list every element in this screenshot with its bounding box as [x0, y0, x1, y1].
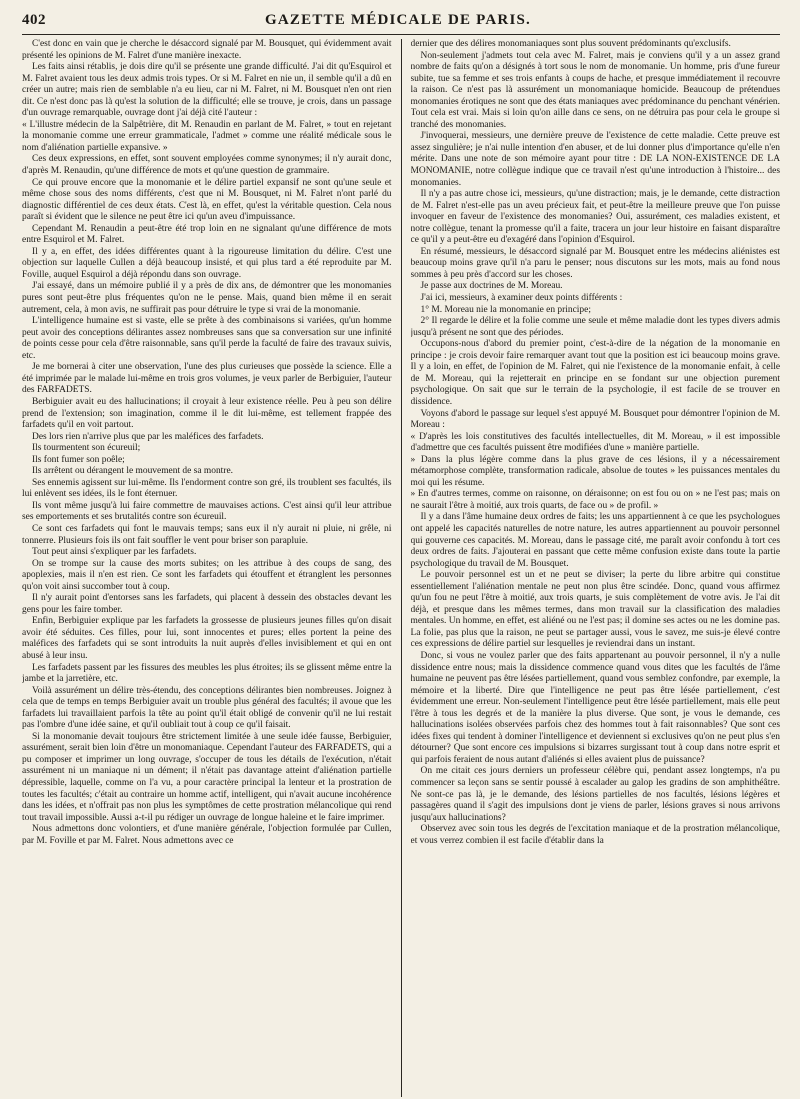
paragraph: J'ai essayé, dans un mémoire publié il y a près de dix ans, de démontrer que les monomanies pures sont peut-être plus fréquentes qu'on ne le pense. Mais, quand bien même il en serait autrement, cela, à mon avis, ne suffirait pas pour détruire le type si vrai de la monomanie. [22, 281, 392, 315]
paragraph: Ils arrêtent ou dérangent le mouvement de sa montre. [32, 466, 233, 477]
paragraph: Nous admettons donc volontiers, et d'une manière générale, l'objection formulée par Cullen, par M. Foville et par M. Falret. Nous admettons avec ce [22, 824, 392, 846]
paragraph: Je passe aux doctrines de M. Moreau. [420, 281, 563, 292]
paragraph: L'intelligence humaine est si vaste, elle se prête à des combinaisons si variées, qu'un homme peut avoir des conceptions délirantes assez nombreuses sans que sa conversation sur une infinité de points cesse pour cela d'être raisonnable, sans qu'il perde la faculté de faire des travaux suivis, etc. [22, 316, 392, 361]
paragraph: Non-seulement j'admets tout cela avec M. Falret, mais je conviens qu'il y a un assez grand nombre de faits qu'on a désignés à tort sous le nom de monomanie. Un homme, pris d'une fureur subite, tue sa femme et ses trois enfants à coups de hache, et presque immédiatement il recouvre la raison. Ce n'est pas là assurément un monomaniaque homicide. Beaucoup de prétendues monomanies érotiques ne sont que des états maniaques avec prédominance du penchant vénérien. Tout cela est vrai. Mais si loin qu'on aille dans ce sens, on ne détruira pas pour cela le groupe si tranché des monomanies. [410, 50, 780, 130]
left-column [22, 39, 392, 1097]
paragraph: On me citait ces jours derniers un professeur célèbre qui, pendant assez longtemps, n'a pu commencer sa leçon sans se sentir poussé à escalader au galop les gradins de son amphithéâtre. Ne sont-ce pas là, je le demande, des lésions partielles de nos facultés, lésions légères et passagères quand il s'agit des impulsions dont je viens de parler, lésions graves si nous arrivons jusqu'aux hallucinations? [410, 766, 780, 823]
paragraph: En résumé, messieurs, le désaccord signalé par M. Bousquet entre les médecins aliénistes est beaucoup moins grave qu'il n'a paru le penser; nous discutons sur les mots, mais au fond nous sommes à peu près d'accord sur les choses. [410, 246, 780, 280]
paragraph: » Dans la plus légère comme dans la plus grave de ces lésions, il y a nécessairement métamorphose complète, transformation radicale, absolue de toutes » les puissances mentales du moi qui les résume. [410, 454, 780, 488]
paragraph: Berbiguier avait eu des hallucinations; il croyait à leur existence réelle. Peu à peu son délire prend de l'extension; son imagination, comme il le dit lui-même, est tellement frappée des farfadets qu'il en voit partout. [22, 396, 392, 431]
paragraph: Le pouvoir personnel est un et ne peut se diviser; la perte du libre arbitre qui constitue essentiellement l'aliénation mentale ne peut non plus être scindée. Donc, quand vous affirmez qu'un fou ne peut l'être à moitié, aux trois quarts, je suis complètement de votre avis. Je l'ai dit déjà, et presque dans les mêmes termes, dans mon travail sur la classification des maladies mentales. Un homme, en effet, est aliéné ou ne l'est pas; il domine ses actes ou ne les domine pas. La folie, pas plus que la raison, ne peut se partager aussi, vous le savez, me suis-je élevé contre ces expressions de délire partiel sur lesquelles je reviendrai dans un instant. [410, 570, 780, 650]
paragraph: Des lors rien n'arrive plus que par les maléfices des farfadets. [32, 431, 264, 442]
column-divider [401, 39, 402, 1097]
paragraph: Ils font fumer son poêle; [32, 454, 125, 465]
paragraph: Il n'y aurait point d'entorses sans les farfadets, qui placent à dessein des obstacles devant les gens pour les faire tomber. [22, 593, 392, 615]
paragraph: » En d'autres termes, comme on raisonne, on déraisonne; on est fou ou on » ne l'est pas; mais on ne saurait l'être à moitié, aux trois quarts, de face ou » de profil. » [410, 489, 780, 511]
paragraph: Tout peut ainsi s'expliquer par les farfadets. [32, 547, 197, 558]
paragraph: Donc, si vous ne voulez parler que des faits appartenant au pouvoir personnel, il n'y a nulle dissidence entre nous; mais la dissidence commence quand vous dites que les facultés de l'âme humaine ne peuvent pas être lésées partiellement, quand vous semblez confondre, par exemple, la mémoire et la liberté. Dire que l'intelligence ne peut pas être lésée partiellement, c'est évidemment une erreur. Non-seulement l'intelligence peut être lésée partiellement, mais elle peut l'être à tous les degrés et de la manière la plus diverse. Que sont, je vous le demande, ces hallucinations isolées observées parfois chez des hommes tout à fait raisonnables? Que sont ces idées fixes qui tendent à dominer l'intelligence et deviennent si exclusives qu'on ne peut plus s'en détourner? Que sont encore ces impulsions si bizarres surgissant tout à coup dans notre esprit et qui parfois feraient de nous autant d'aliénés si elles avaient plus de puissance? [410, 650, 780, 765]
paragraph: Il y a dans l'âme humaine deux ordres de faits; les uns appartiennent à ce que les psychologues ont appelé les capacités naturelles de notre nature, les autres appartiennent au pouvoir personnel qui gouverne ces capacités. M. Moreau, dans le passage cité, me paraît avoir confondu à tort ces deux ordres de faits. J'ajouterai en passant que cette même confusion existe dans toute la partie psychologique du travail de M. Bousquet. [410, 512, 780, 569]
paragraph: Voilà assurément un délire très-étendu, des conceptions délirantes bien nombreuses. Joignez à cela que de temps en temps Berbiguier avait un trouble plus général des facultés; il avoue que les farfadets lui travaillaient parfois la tête au point qu'il était obligé de convenir qu'il ne lui restait pas l'ombre d'une idée saine, et qu'il oubliait tout à coup ce qu'il faisait. [22, 685, 392, 731]
right-column [411, 39, 781, 1097]
paragraph: J'ai ici, messieurs, à examiner deux points différents : [420, 293, 623, 304]
paragraph: Il n'y a pas autre chose ici, messieurs, qu'une distraction; mais, je le demande, cette distraction de M. Falret n'est-elle pas un aveu précieux fait, et peut-être la meilleure preuve que l'on puisse invoquer en faveur de l'existence des monomanies? Oui, assurément, ces maladies existent, et notre collègue, tenant la promesse qu'il a faite, tracera un jour leur histoire en faisant disparaître ce qu'il y a peut-être eu d'exagéré dans l'opinion d'Esquirol. [410, 189, 780, 246]
paragraph: 2° Il regarde le délire et la folie comme une seule et même maladie dont les types divers admis jusqu'à présent ne sont que des périodes. [410, 316, 780, 338]
text-columns [22, 39, 780, 1097]
paragraph: Ce qui prouve encore que la monomanie et le délire partiel expansif ne sont qu'une seule et même chose sous des noms différents, c'est que ni M. Bousquet, ni M. Falret n'ont parlé du diagnostic différentiel de ces deux états. C'est là, en effet, qu'est la véritable question. Cela nous paraît si évident que le silence ne peut être ici qu'un aveu d'impuissance. [22, 177, 392, 223]
paragraph: Ils vont même jusqu'à lui faire commettre de mauvaises actions. C'est ainsi qu'il leur attribue ses emportements et ses brutalités contre son écureuil. [22, 500, 392, 523]
journal-title: GAZETTE MÉDICALE DE PARIS. [265, 12, 531, 28]
paragraph: J'invoquerai, messieurs, une dernière preuve de l'existence de cette maladie. Cette preuve est assez singulière; je n'ai nulle intention d'en abuser, et de lui donner plus d'importance qu'elle n'en mérite. Dans une note de son mémoire ayant pour titre : DE LA NON-EXISTENCE DE LA MONOMANIE, notre collègue indique que ce travail n'est qu'une introduction à l'histoire... des monomanies. [410, 131, 780, 188]
paragraph: Je me bornerai à citer une observation, l'une des plus curieuses que possède la science. Elle a été imprimée par le malade lui-même en trois gros volumes, je veux parler de Berbiguier, l'auteur des FARFADETS. [22, 362, 392, 396]
paragraph: Ces deux expressions, en effet, sont souvent employées comme synonymes; il n'y aurait donc, d'après M. Renaudin, qu'une différence de mots et qu'une question de grammaire. [22, 154, 392, 177]
paragraph: « L'illustre médecin de la Salpêtrière, dit M. Renaudin en parlant de M. Falret, » tout en rejetant la monomanie comme une erreur grammaticale, l'admet » comme une réalité médicale sous le nom d'aliénation partielle expansive. » [22, 119, 392, 153]
paragraph: dernier que des délires monomaniaques sont plus souvent prédominants qu'exclusifs. [410, 39, 731, 49]
paragraph: 1° M. Moreau nie la monomanie en principe; [420, 304, 591, 315]
paragraph: Cependant M. Renaudin a peut-être été trop loin en ne signalant qu'une différence de mots entre Esquirol et M. Falret. [22, 223, 392, 246]
paragraph: Il y a, en effet, des idées différentes quant à la rigoureuse limitation du délire. C'est une objection sur laquelle Cullen a déjà beaucoup insisté, et qui plus tard a été reproduite par M. Foville, auquel Esquirol a déjà répondu dans son ouvrage. [22, 246, 392, 280]
paragraph: Les faits ainsi rétablis, je dois dire qu'il se présente une grande difficulté. J'ai dit qu'Esquirol et M. Falret avaient tous les deux admis trois types. Or si M. Falret en nie un, il semble qu'il a dû en créer un autre; mais rien de semblable n'a eu lieu, car ni M. Falret, ni M. Bousquet n'en ont rien dit. Ce n'est donc pas là qu'est la solution de la difficulté; elle se trouve, je crois, dans un passage d'un ouvrage remarquable, ouvrage dont j'ai déjà cité l'auteur : [22, 62, 392, 119]
paragraph: Occupons-nous d'abord du premier point, c'est-à-dire de la négation de la monomanie en principe : je crois devoir faire remarquer avant tout que la position est ici beaucoup moins grave. Il y a loin, en effet, de l'opinion de M. Falret, qui nie l'existence de la monomanie enfait, à celle de M. Moreau, qui la rejetterait en principe en se fondant sur une objection purement psychologique. On sait que sur le terrain de la psychologie, il est facile de se trouver en dissidence. [410, 339, 780, 407]
page-header [22, 12, 780, 35]
paragraph: C'est donc en vain que je cherche le désaccord signalé par M. Bousquet, qui évidemment avait présenté les opinions de M. Falret d'une manière inexacte. [22, 39, 392, 61]
page-number: 402 [22, 12, 46, 28]
paragraph: Observez avec soin tous les degrés de l'excitation maniaque et de la prostration mélancolique, et vous verrez combien il est facile d'établir dans la [410, 824, 780, 846]
paragraph: « D'après les lois constitutives des facultés intellectuelles, dit M. Moreau, » il est impossible d'admettre que ces facultés puissent être modifiées d'une » manière partielle. [410, 431, 780, 454]
paragraph: Enfin, Berbiguier explique par les farfadets la grossesse de plusieurs jeunes filles qu'on disait avoir été séduites. Ces filles, pour lui, sont innocentes et pures; elles portent la peine des maléfices des farfadets qui se sont introduits la nuit auprès d'elles invisiblement et qui en ont abusé à leur insu. [22, 616, 392, 661]
paragraph: Ils tourmentent son écureuil; [32, 443, 141, 454]
paragraph: Voyons d'abord le passage sur lequel s'est appuyé M. Bousquet pour démontrer l'opinion de M. Moreau : [410, 408, 780, 431]
paragraph: Si la monomanie devait toujours être strictement limitée à une seule idée fausse, Berbiguier, assurément, serait bien loin d'être un monomaniaque. Cependant l'auteur des FARFADETS, qui a pu composer et imprimer un long ouvrage, s'occuper de tous les détails de l'exécution, n'était assurément ni un maniaque ni un dément; il n'était pas davantage atteint d'aliénation partielle dépressible, laquelle, comme on l'a vu, a pour caractère principal la lenteur et la prostration de toutes les facultés; c'était au contraire un homme actif, intelligent, qui n'avait aucune incohérence dans les idées, et n'offrait pas non plus les symptômes de cette prostration mélancolique qui rend tout travail impossible. Aussi a-t-il pu rédiger un ouvrage de longue haleine et le faire imprimer. [22, 731, 392, 823]
paragraph: Ses ennemis agissent sur lui-même. Ils l'endorment contre son gré, ils troublent ses facultés, ils lui enlèvent ses idées, ils le font éternuer. [22, 477, 392, 500]
paragraph: Ce sont ces farfadets qui font le mauvais temps; sans eux il n'y aurait ni pluie, ni grêle, ni tonnerre. Plusieurs fois ils ont fait souffler le vent pour briser son parapluie. [22, 523, 392, 546]
paragraph: On se trompe sur la cause des morts subites; on les attribue à des coups de sang, des apoplexies, mais il n'en est rien. Ce sont les farfadets qui étouffent et étranglent les personnes qu'on voit ainsi succomber tout à coup. [22, 558, 392, 592]
paragraph: Les farfadets passent par les fissures des meubles les plus étroites; ils se glissent même entre la jambe et la jarretière, etc. [22, 662, 392, 685]
